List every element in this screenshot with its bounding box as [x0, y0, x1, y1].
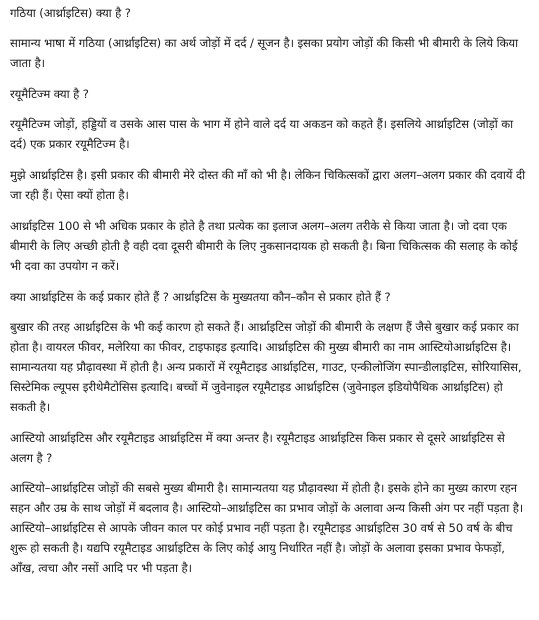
- question-osteo-vs-rheumatoid: आस्टियो आर्थ्राइटिस और रयूमैटाइड आर्थ्राइटिस में क्या अन्तर है। रयूमैटाइड आर्थ्राइटिस किस प्रकार से दूसरे आर्थ्राइटिस से अलग है ?: [10, 431, 505, 465]
- answer-what-is-arthritis: सामान्य भाषा में गठिया (आर्थ्राइटिस) का अर्थ जोड़ों में दर्द / सूजन है। इसका प्रयोग जोड़ों की किसी भी बीमारी के लिये किया जाता है।: [10, 36, 519, 70]
- answer-different-medicines: आर्थ्राइटिस 100 से भी अधिक प्रकार के होते है तथा प्रत्येक का इलाज अलग–अलग तरीके से किया जाता है। जो दवा एक बीमारी के लिए अच्छी होती है वही दवा दूसरी बीमारी के लिए नुकसानदायक हो सकती है। बिना चिकित्सक की सलाह के कोई भी दवा का उपयोग न करें।: [10, 219, 518, 273]
- answer-osteo-vs-rheumatoid: आस्टियो–आर्थ्राइटिस जोड़ों की सबसे मुख्य बीमारी है। सामान्यतया यह प्रौढ़ावस्था में होती है। इसके होने का मुख्य कारण रहन सहन और उम्र के साथ जोड़ों में बदलाव है। आस्टियो–आर्थ्राइटिस का प्रभाव जोड़ों के अलावा अन्य किसी अंग पर नहीं पड़ता है। आस्टियो–आर्थ्राइटिस से आपके जीवन काल पर कोई प्रभाव नहीं पड़ता है। रयूमैटाइड आर्थ्राइटिस 30 वर्ष से 50 वर्ष के बीच शुरू हो सकती है। यद्यपि रयूमैटाइड आर्थ्राइटिस के लिए कोई आयु निर्धारित नहीं है। जोड़ों के अलावा इसका प्रभाव फेफड़ों, आँख, त्वचा और नसों आदि पर भी पड़ता है।: [10, 481, 524, 575]
- question-what-is-rheumatism: रयूमैटिज्म क्या है ?: [10, 87, 89, 101]
- question-types-of-arthritis: क्या आर्थ्राइटिस के कई प्रकार होते हैं ? आर्थ्राइटिस के मुख्यतया कौन–कौन से प्रकार होते हैं ?: [10, 290, 391, 304]
- question-what-is-arthritis: गठिया (आर्थ्राइटिस) क्या है ?: [10, 6, 131, 20]
- answer-what-is-rheumatism: रयूमैटिज्म जोड़ों, हड्डियों व उसके आस पास के भाग में होने वाले दर्द या अकडन को कहते हैं। इसलिये आर्थ्राइटिस (जोड़ों का दर्द) एक प्रकार रयूमैटिज्म है।: [10, 117, 514, 151]
- question-different-medicines: मुझे आर्थ्राइटिस है। इसी प्रकार की बीमारी मेरे दोस्त की माँ को भी है। लेकिन चिकित्सकों द्वारा अलग–अलग प्रकार की दवायें दी जा रही हैं। ऐसा क्यों होता है।: [10, 168, 526, 202]
- answer-types-of-arthritis: बुखार की तरह आर्थ्राइटिस के भी कई कारण हो सकते हैं। आर्थ्राइटिस जोड़ों की बीमारी के लक्षण हैं जैसे बुखार कई प्रकार का होता है। वायरल फीवर, मलेरिया का फीवर, टाइफाइड इत्यादि। आर्थ्राइटिस की मुख्य बीमारी का नाम आस्टियोआर्थ्राइटिस है। सामान्यतया यह प्रौढ़ावस्था में होती है। अन्य प्रकारों में रयूमैटाइड आर्थ्राइटिस, गाउट, एन्कीलोजिंग स्पान्डीलाइटिस, सोरियासिस, सिस्टेमिक ल्यूपस इरीथेमैटोसिस इत्यादि। बच्चों में जुवेनाइल रयूमैटाइड आर्थ्राइटिस (जुवेनाइल इडियोपैथिक आर्थ्राइटिस) हो सकती है।: [10, 320, 522, 414]
